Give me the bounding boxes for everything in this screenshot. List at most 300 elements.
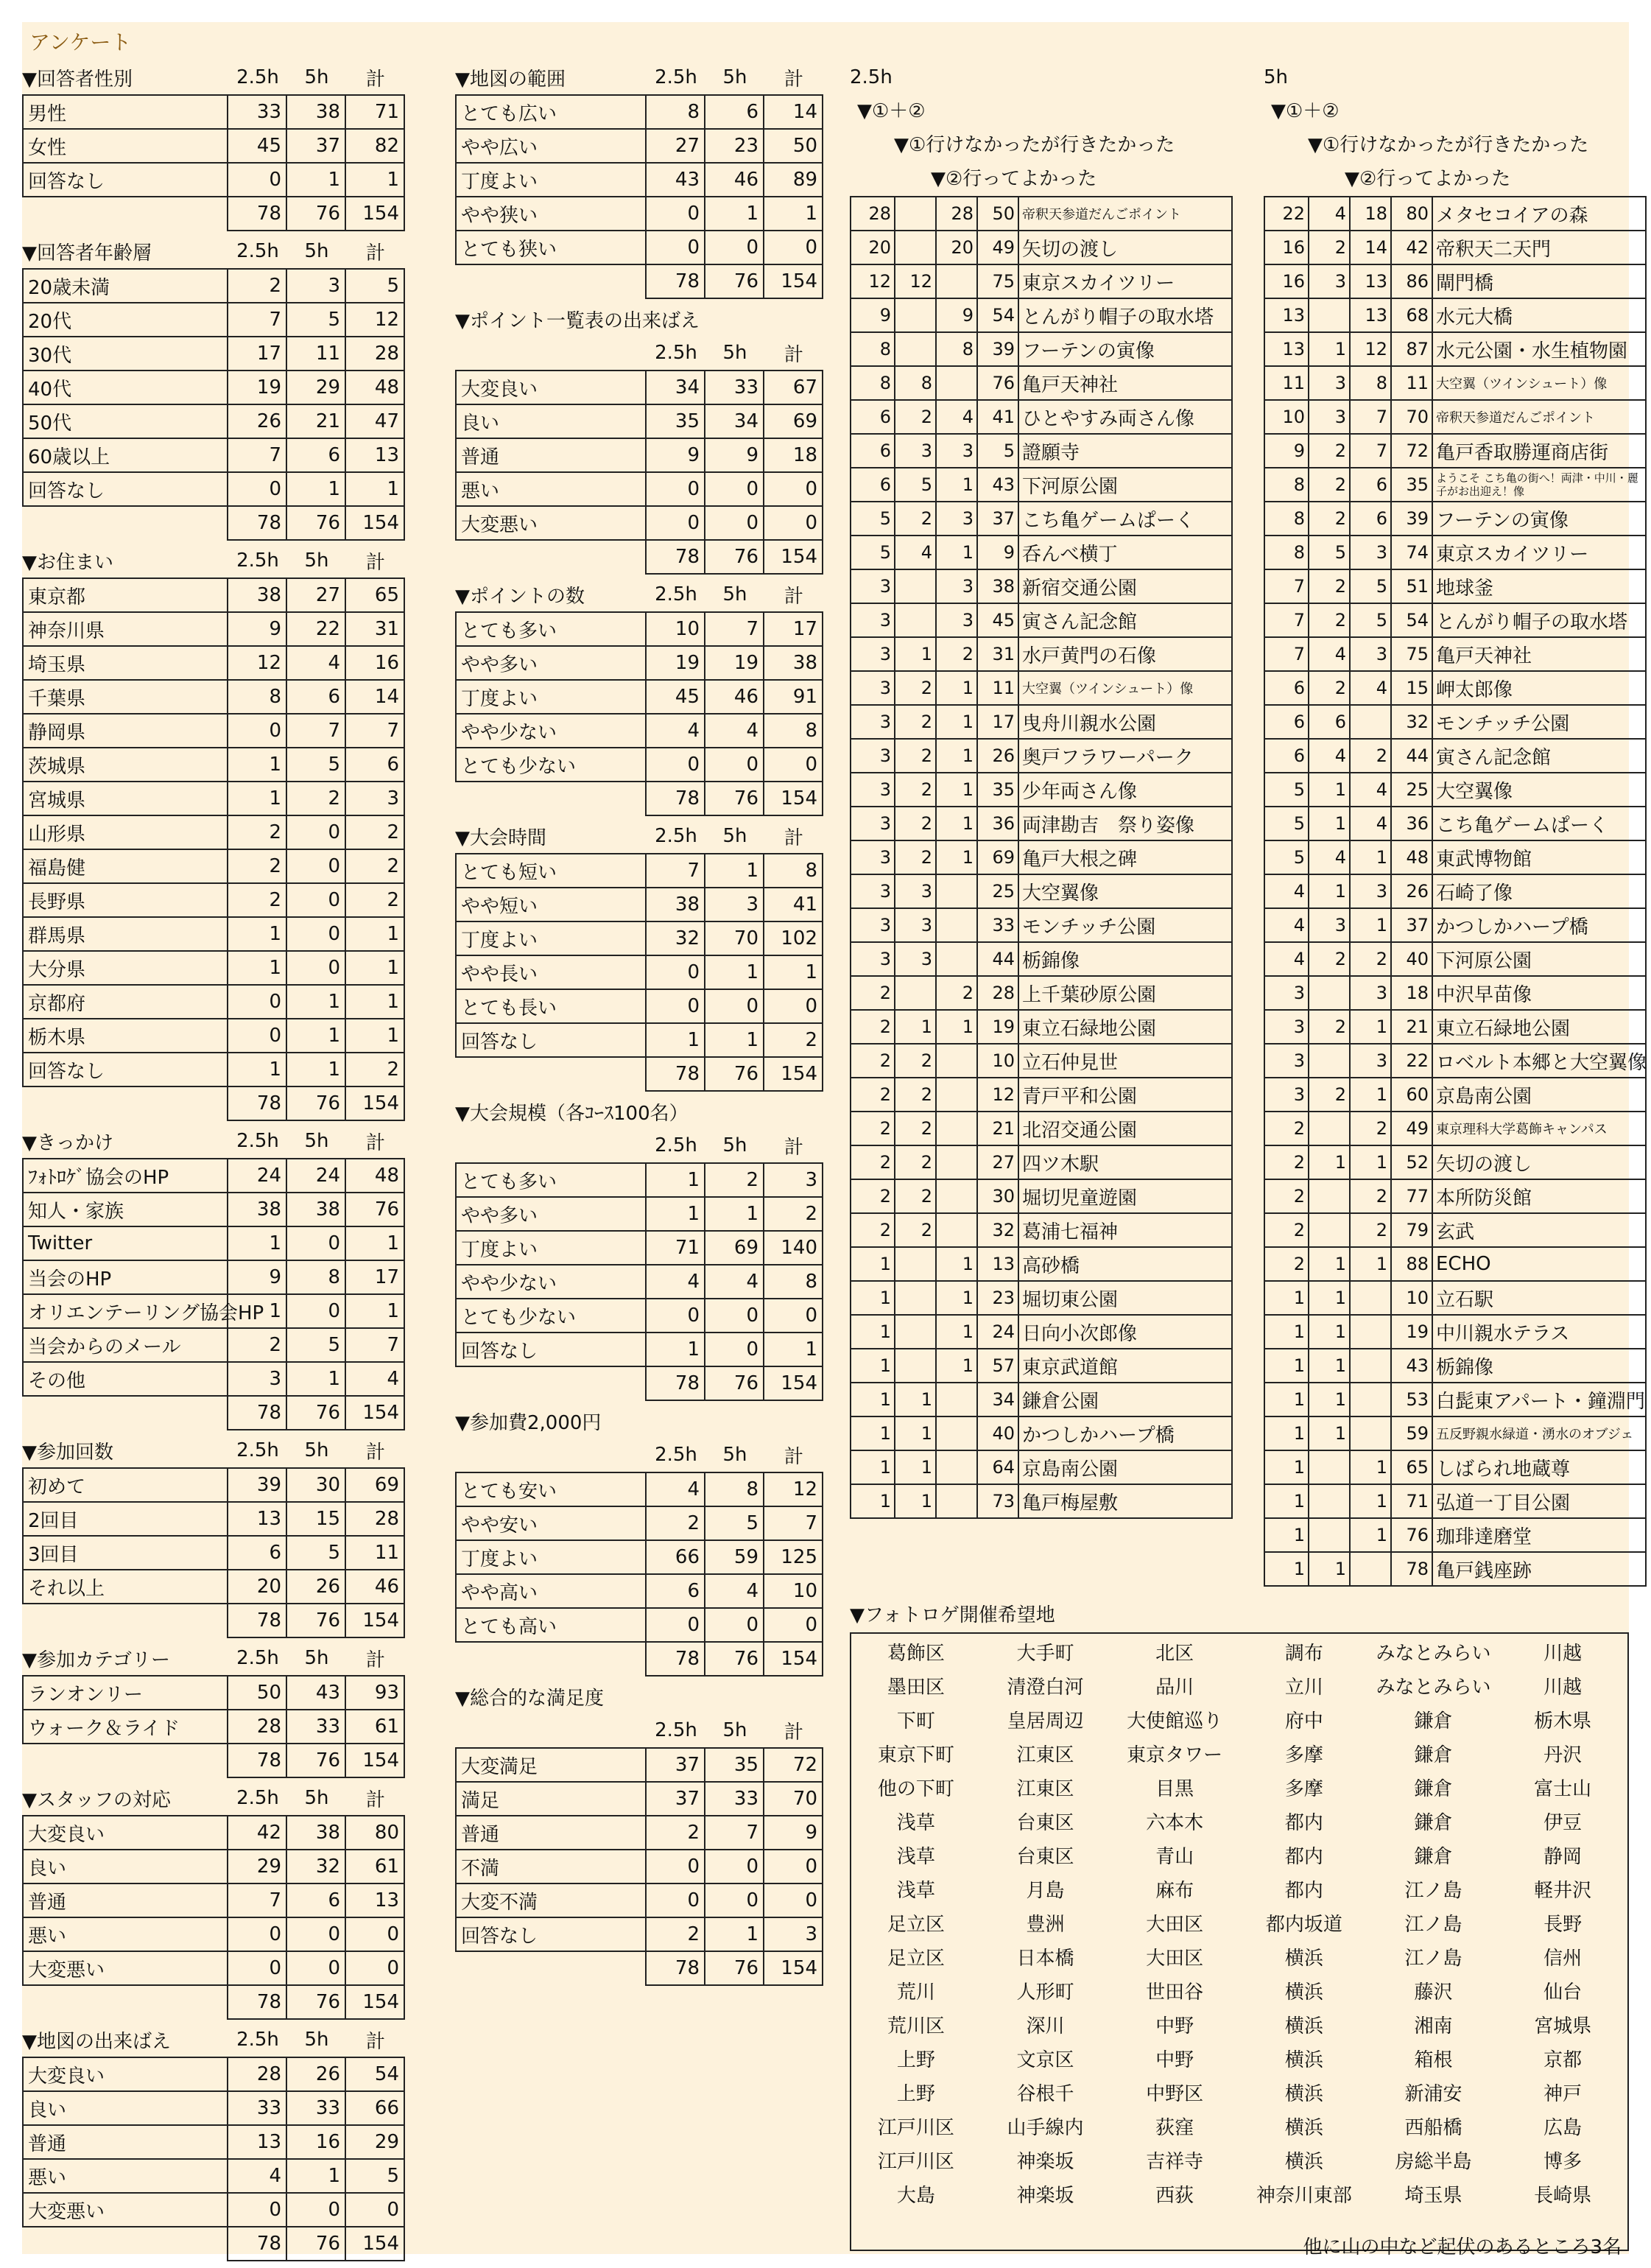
row-label: 宮城県 [23, 782, 228, 815]
ranking-row [1264, 536, 1646, 569]
value-total: 38 [764, 646, 823, 680]
ranking-row [1264, 502, 1646, 536]
row-label: やや少ない [456, 1265, 646, 1299]
row-label: 丁度よい [456, 1540, 646, 1574]
ranking-row [1264, 1213, 1646, 1247]
value-2-5h: 13 [228, 2125, 286, 2159]
count-combined: 7 [1264, 603, 1309, 637]
count-visited [936, 1213, 977, 1247]
value-total: 93 [345, 1676, 404, 1710]
count-wanted: 1 [895, 1010, 936, 1044]
point-number: 10 [977, 1044, 1018, 1078]
count-visited: 1 [936, 1349, 977, 1383]
row-label: 当会のHP [23, 1260, 228, 1294]
point-name: かつしかハープ橋 [1432, 908, 1646, 942]
value-5h: 2 [286, 782, 345, 815]
total-row [23, 197, 404, 231]
row-label: Twitter [23, 1226, 228, 1260]
count-combined: 2 [851, 976, 895, 1010]
total-spacer [456, 782, 646, 815]
count-visited: 1 [1350, 1078, 1391, 1112]
count-visited [936, 1484, 977, 1518]
count-visited: 4 [1350, 773, 1391, 807]
count-wanted: 2 [895, 739, 936, 773]
value-2-5h: 34 [646, 371, 705, 404]
total-2-5h: 78 [646, 1951, 705, 1985]
value-2-5h: 0 [228, 714, 286, 748]
count-visited: 2 [1350, 739, 1391, 773]
row-label: やや高い [456, 1574, 646, 1608]
table-row [23, 612, 404, 646]
value-2-5h: 2 [228, 883, 286, 917]
table-row [456, 438, 823, 472]
point-name: 大空翼像 [1018, 874, 1232, 908]
count-visited [1350, 1552, 1391, 1586]
point-name: 帝釈天二天門 [1432, 231, 1646, 264]
ranking-2-5h [850, 60, 1233, 1519]
count-visited [936, 1179, 977, 1213]
section-header [455, 1095, 823, 1128]
table-row [23, 951, 404, 985]
point-number: 44 [1391, 739, 1432, 773]
count-visited: 2 [1350, 1179, 1391, 1213]
count-wanted [1309, 1179, 1350, 1213]
column-5h: 5h [304, 1130, 329, 1152]
wish-location-item: 長野 [1543, 1914, 1583, 1936]
table-row [456, 197, 823, 231]
point-name: 栃錦像 [1018, 942, 1232, 976]
point-name: 下河原公園 [1432, 942, 1646, 976]
value-total: 4 [345, 1362, 404, 1396]
point-number: 21 [977, 1112, 1018, 1145]
point-name: 帝釈天参道だんごポイント [1432, 400, 1646, 434]
value-2-5h: 2 [646, 1506, 705, 1540]
count-visited [1350, 1383, 1391, 1416]
wish-location-item: 伊豆 [1543, 1812, 1583, 1834]
count-combined: 6 [851, 400, 895, 434]
point-name: 五反野親水緑道・湧水のオブジェ [1432, 1416, 1646, 1450]
table-row [23, 1226, 404, 1260]
value-total: 5 [345, 2159, 404, 2193]
value-total: 47 [345, 404, 404, 438]
count-combined: 1 [1264, 1552, 1309, 1586]
wish-location-item: 多摩 [1284, 1778, 1323, 1800]
table-row [23, 1260, 404, 1294]
value-total: 9 [764, 1816, 823, 1850]
count-combined: 3 [851, 840, 895, 874]
value-5h: 0 [705, 989, 764, 1023]
value-5h: 33 [286, 2091, 345, 2125]
total-5h: 76 [286, 1396, 345, 1430]
wish-location-item: 都内 [1284, 1846, 1323, 1868]
wish-location-item: 横浜 [1284, 1981, 1323, 2004]
value-total: 48 [345, 1159, 404, 1193]
point-number: 15 [1391, 671, 1432, 705]
ranking-row [1264, 671, 1646, 705]
point-name: 玄武 [1432, 1213, 1646, 1247]
survey-section [455, 1404, 823, 1677]
count-combined: 16 [1264, 264, 1309, 298]
wish-location-item: 埼玉県 [1404, 2185, 1462, 2207]
table-row [456, 1197, 823, 1231]
point-number: 42 [1391, 231, 1432, 264]
row-label: 普通 [456, 438, 646, 472]
point-number: 87 [1391, 332, 1432, 366]
total-2-5h: 78 [646, 1642, 705, 1676]
table-row [23, 1850, 404, 1883]
point-name: 水元大橋 [1432, 298, 1646, 332]
value-5h: 1 [705, 854, 764, 888]
section-title: ▼地図の範囲 [455, 68, 566, 91]
ranking-row [851, 1315, 1232, 1349]
value-5h: 38 [286, 95, 345, 129]
value-5h: 0 [705, 748, 764, 782]
count-wanted: 2 [895, 1078, 936, 1112]
row-label: 大変悪い [23, 2193, 228, 2227]
survey-section [455, 60, 823, 299]
count-wanted: 2 [1309, 1010, 1350, 1044]
ranking-row [1264, 1179, 1646, 1213]
row-label: 大変良い [23, 1816, 228, 1850]
value-total: 0 [764, 989, 823, 1023]
point-number: 12 [977, 1078, 1018, 1112]
value-2-5h: 10 [646, 612, 705, 646]
value-total: 0 [764, 506, 823, 540]
total-spacer [23, 1604, 228, 1637]
table-row [456, 714, 823, 748]
wish-location-item: 立川 [1284, 1677, 1323, 1699]
wish-location-item: 足立区 [887, 1914, 945, 1936]
count-combined: 3 [851, 671, 895, 705]
point-name: 堀切東公園 [1018, 1281, 1232, 1315]
column-total: 計 [784, 68, 803, 91]
row-label: 20歳未満 [23, 269, 228, 303]
ranking-row [851, 773, 1232, 807]
value-total: 31 [345, 612, 404, 646]
section-title: ▼地図の出来ばえ [22, 2030, 171, 2053]
ranking-row [1264, 976, 1646, 1010]
total-row [456, 782, 823, 815]
table-row [456, 854, 823, 888]
count-visited: 3 [1350, 1044, 1391, 1078]
value-total: 65 [345, 578, 404, 612]
value-5h: 5 [705, 1506, 764, 1540]
count-visited: 1 [936, 705, 977, 739]
row-label: 大変悪い [456, 506, 646, 540]
value-5h: 38 [286, 1816, 345, 1850]
row-label: 回答なし [456, 1023, 646, 1057]
wish-location-item: 江ノ島 [1404, 1948, 1462, 1970]
count-combined: 1 [851, 1315, 895, 1349]
value-5h: 0 [286, 1917, 345, 1951]
ranking-row [851, 671, 1232, 705]
value-2-5h: 3 [228, 1362, 286, 1396]
section-column-header [455, 336, 823, 370]
value-2-5h: 1 [228, 917, 286, 951]
count-combined: 12 [851, 264, 895, 298]
ranking-row [1264, 1484, 1646, 1518]
column-total: 計 [784, 826, 803, 849]
row-label: とても少ない [456, 1299, 646, 1333]
point-number: 86 [1391, 264, 1432, 298]
ranking-header-wanted: ▼①行けなかったが行きたかった [894, 134, 1175, 156]
count-wanted: 1 [895, 1484, 936, 1518]
column-total: 計 [784, 343, 803, 366]
count-wanted [1309, 1213, 1350, 1247]
count-wanted: 1 [1309, 1416, 1350, 1450]
ranking-hours-label: 2.5h [850, 66, 893, 88]
point-number: 11 [977, 671, 1018, 705]
count-combined: 1 [851, 1416, 895, 1450]
count-combined: 9 [1264, 434, 1309, 468]
value-5h: 1 [705, 1917, 764, 1951]
point-name: モンチッチ公園 [1018, 908, 1232, 942]
value-5h: 59 [705, 1540, 764, 1574]
ranking-row [1264, 739, 1646, 773]
point-number: 23 [977, 1281, 1018, 1315]
value-total: 61 [345, 1850, 404, 1883]
value-total: 13 [345, 438, 404, 472]
value-total: 0 [764, 472, 823, 506]
count-combined: 3 [851, 807, 895, 840]
count-combined: 5 [1264, 773, 1309, 807]
point-number: 43 [977, 468, 1018, 502]
count-combined: 3 [1264, 1078, 1309, 1112]
count-combined: 2 [1264, 1213, 1309, 1247]
ranking-row [1264, 1383, 1646, 1416]
value-5h: 34 [705, 404, 764, 438]
count-visited: 2 [936, 976, 977, 1010]
value-total: 1 [345, 951, 404, 985]
column-2-5h: 2.5h [236, 66, 279, 88]
value-total: 0 [764, 748, 823, 782]
wish-location-item: 横浜 [1284, 2015, 1323, 2037]
count-combined: 5 [851, 502, 895, 536]
value-2-5h: 1 [228, 748, 286, 782]
row-label: やや狭い [456, 197, 646, 231]
point-name: 東京理科大学葛飾キャンパス [1432, 1112, 1646, 1145]
table-row [23, 1883, 404, 1917]
point-number: 22 [1391, 1044, 1432, 1078]
wish-location-item: 深川 [1026, 2015, 1065, 2037]
table-row [23, 1362, 404, 1396]
row-label: 神奈川県 [23, 612, 228, 646]
total-5h: 76 [705, 264, 764, 298]
wish-location-item: 房総半島 [1395, 2151, 1472, 2173]
point-number: 43 [1391, 1349, 1432, 1383]
section-title: ▼参加カテゴリー [22, 1649, 170, 1671]
point-number: 5 [977, 434, 1018, 468]
column-2-5h: 2.5h [655, 1719, 697, 1741]
count-visited: 5 [1350, 603, 1391, 637]
section-title: ▼お住まい [22, 551, 113, 574]
table-row [23, 1570, 404, 1604]
section-table [455, 1472, 823, 1677]
total-row [456, 1366, 823, 1400]
column-5h: 5h [722, 583, 747, 605]
point-number: 80 [1391, 197, 1432, 231]
row-label: 30代 [23, 337, 228, 371]
column-total: 計 [365, 1649, 385, 1671]
section-header [455, 1404, 823, 1438]
value-total: 46 [345, 1570, 404, 1604]
count-wanted: 2 [895, 502, 936, 536]
column-total: 計 [365, 1788, 385, 1811]
value-total: 1 [345, 472, 404, 506]
count-visited [936, 908, 977, 942]
wish-location-item: みなとみらい [1376, 1677, 1491, 1699]
point-number: 25 [977, 874, 1018, 908]
ranking-row [1264, 569, 1646, 603]
value-2-5h: 9 [646, 438, 705, 472]
column-total: 計 [784, 585, 803, 608]
value-5h: 29 [286, 371, 345, 404]
wish-location-item: 信州 [1543, 1948, 1583, 1970]
value-total: 1 [764, 955, 823, 989]
section-header [455, 577, 823, 611]
column-2-5h: 2.5h [655, 583, 697, 605]
value-5h: 1 [705, 197, 764, 231]
table-row [23, 129, 404, 163]
total-row [23, 1985, 404, 2019]
value-2-5h: 45 [646, 680, 705, 714]
table-row [23, 1536, 404, 1570]
row-label: 女性 [23, 129, 228, 163]
wish-location-item: 江戸川区 [877, 2151, 954, 2173]
section-table [455, 611, 823, 816]
value-5h: 23 [705, 129, 764, 163]
count-wanted: 2 [1309, 231, 1350, 264]
point-number: 35 [1391, 468, 1432, 502]
count-visited: 1 [936, 840, 977, 874]
value-2-5h: 0 [228, 2193, 286, 2227]
value-total: 72 [764, 1748, 823, 1782]
table-row [456, 1917, 823, 1951]
value-total: 69 [345, 1468, 404, 1502]
ranking-row [1264, 231, 1646, 264]
row-label: とても長い [456, 989, 646, 1023]
value-2-5h: 2 [228, 269, 286, 303]
row-label: 福島健 [23, 849, 228, 883]
ranking-row [851, 1450, 1232, 1484]
wish-location-item: 広島 [1543, 2117, 1583, 2139]
wish-location-item: 湘南 [1414, 2015, 1453, 2037]
column-5h: 5h [304, 550, 329, 572]
wish-location-item: 都内坂道 [1265, 1914, 1342, 1936]
table-row [456, 1333, 823, 1366]
count-wanted: 5 [1309, 536, 1350, 569]
total-spacer [23, 506, 228, 540]
value-5h: 4 [705, 714, 764, 748]
value-total: 41 [764, 888, 823, 921]
count-combined: 20 [851, 231, 895, 264]
count-wanted: 4 [895, 536, 936, 569]
point-name: 両津勘吉 祭り姿像 [1018, 807, 1232, 840]
value-total: 17 [345, 1260, 404, 1294]
value-5h: 22 [286, 612, 345, 646]
value-2-5h: 1 [228, 951, 286, 985]
section-header [22, 1781, 405, 1815]
point-number: 26 [1391, 874, 1432, 908]
wish-location-item: 上野 [896, 2083, 935, 2105]
count-wanted [1309, 1484, 1350, 1518]
table-row [23, 2125, 404, 2159]
total-2-5h: 78 [228, 506, 286, 540]
count-combined: 3 [851, 942, 895, 976]
value-total: 0 [345, 1951, 404, 1985]
count-combined: 1 [1264, 1315, 1309, 1349]
row-label: 大変不満 [456, 1883, 646, 1917]
count-combined: 2 [851, 1179, 895, 1213]
section-table [455, 370, 823, 575]
count-wanted: 1 [895, 1450, 936, 1484]
row-label: それ以上 [23, 1570, 228, 1604]
value-total: 71 [345, 95, 404, 129]
column-2-5h: 2.5h [236, 2029, 279, 2051]
table-row [456, 1850, 823, 1883]
point-number: 49 [977, 231, 1018, 264]
value-5h: 1 [286, 1019, 345, 1053]
ranking-header-visited: ▼②行ってよかった [931, 168, 1097, 190]
point-number: 45 [977, 603, 1018, 637]
count-wanted: 4 [1309, 197, 1350, 231]
wish-location-item: 大田区 [1146, 1914, 1204, 1936]
value-total: 125 [764, 1540, 823, 1574]
value-5h: 1 [705, 955, 764, 989]
count-combined: 6 [1264, 671, 1309, 705]
value-5h: 0 [705, 1333, 764, 1366]
ranking-row [1264, 807, 1646, 840]
count-visited [1350, 1281, 1391, 1315]
wish-location-item: 世田谷 [1146, 1981, 1204, 2004]
count-visited: 6 [1350, 468, 1391, 502]
table-row [23, 1328, 404, 1362]
count-combined: 28 [851, 197, 895, 231]
point-name: フーテンの寅像 [1432, 502, 1646, 536]
wish-location-item: 中野 [1155, 2015, 1194, 2037]
ranking-row [1264, 264, 1646, 298]
count-combined: 2 [1264, 1112, 1309, 1145]
value-total: 1 [764, 197, 823, 231]
value-2-5h: 50 [228, 1676, 286, 1710]
value-2-5h: 1 [228, 1226, 286, 1260]
count-wanted: 2 [895, 671, 936, 705]
value-5h: 0 [286, 883, 345, 917]
row-label: 大分県 [23, 951, 228, 985]
count-wanted: 1 [1309, 332, 1350, 366]
wish-location-item: 鎌倉 [1414, 1812, 1453, 1834]
value-total: 17 [764, 612, 823, 646]
ranking-row [851, 366, 1232, 400]
point-name: 曳舟川親水公園 [1018, 705, 1232, 739]
count-combined: 1 [851, 1383, 895, 1416]
ranking-row [1264, 197, 1646, 231]
value-5h: 0 [705, 1299, 764, 1333]
table-row [456, 1748, 823, 1782]
point-name: 日向小次郎像 [1018, 1315, 1232, 1349]
point-number: 59 [1391, 1416, 1432, 1450]
count-wanted [895, 976, 936, 1010]
section-header [455, 1679, 823, 1713]
count-wanted: 6 [1309, 705, 1350, 739]
value-2-5h: 43 [646, 163, 705, 197]
wish-location-item: 江戸川区 [877, 2117, 954, 2139]
point-name: 東京武道館 [1018, 1349, 1232, 1383]
point-name: 水元公園・水生植物園 [1432, 332, 1646, 366]
total-5h: 76 [705, 540, 764, 574]
count-wanted: 2 [895, 773, 936, 807]
count-visited [936, 1383, 977, 1416]
